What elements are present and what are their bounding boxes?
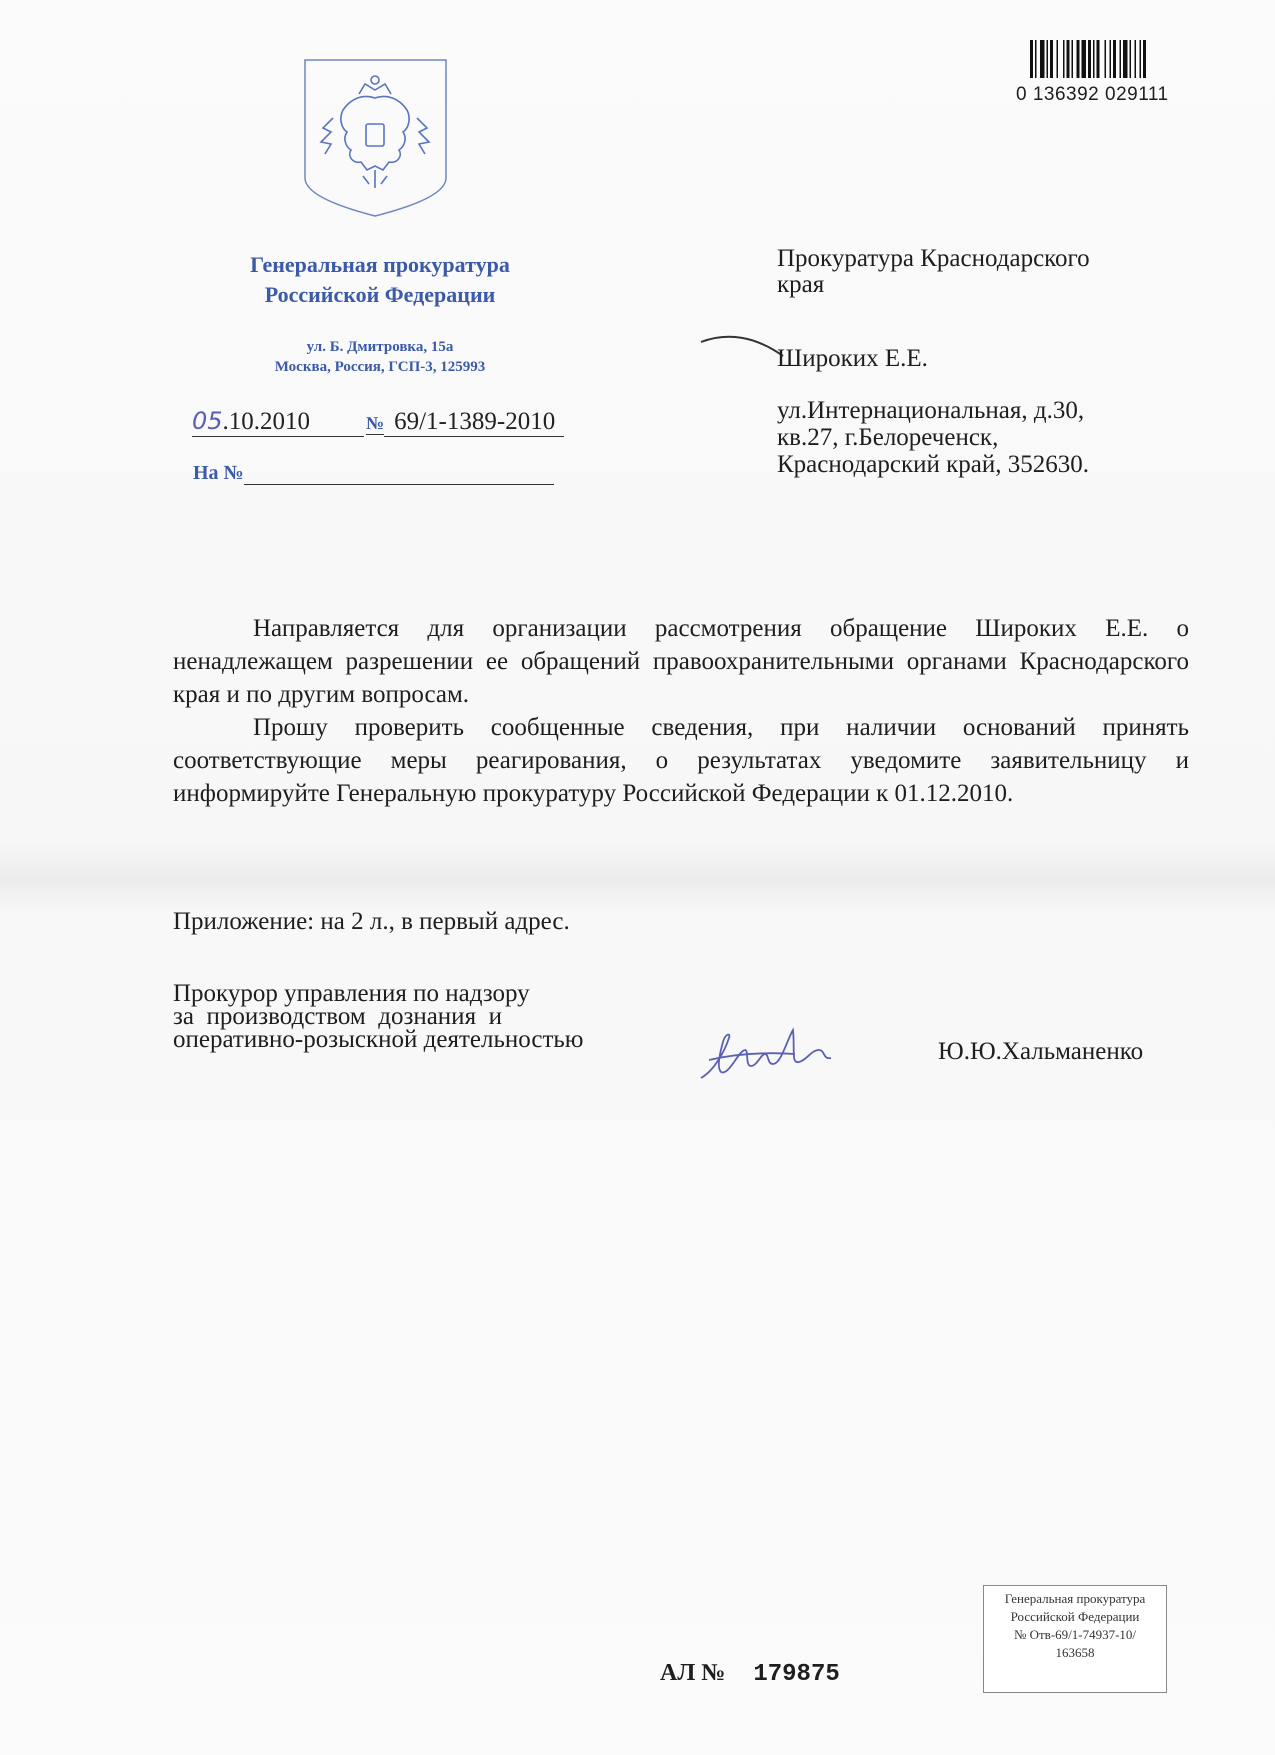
- signer-title-line1: Прокурор управления по надзору: [173, 980, 530, 1007]
- handwritten-signature: [695, 1020, 855, 1090]
- recipient-org-line2: края: [777, 271, 825, 298]
- series-label: АЛ №: [660, 1660, 726, 1686]
- attachment-note: Приложение: на 2 л., в первый адрес.: [173, 908, 570, 935]
- recipient-org-line1: Прокуратура Краснодарского: [777, 245, 1090, 272]
- letter-body: [173, 612, 1189, 810]
- recipient-address-line1: ул.Интернациональная, д.30,: [777, 397, 1085, 424]
- registration-date-day: 05: [192, 407, 223, 435]
- stamp-line1: Генеральная прокуратура: [1004, 1591, 1146, 1606]
- signer-title-line3: оперативно-розыскной деятельностью: [173, 1026, 584, 1053]
- series-number: 179875: [753, 1661, 840, 1688]
- coat-of-arms-emblem: [303, 58, 448, 218]
- recipient-address: [777, 397, 1197, 478]
- registration-stamp: [983, 1585, 1167, 1693]
- stamp-line4: 163658: [1055, 1645, 1095, 1660]
- org-address-line2: Москва, Россия, ГСП-3, 125993: [274, 359, 486, 375]
- body-paragraph-2: Прошу проверить сообщенные сведения, при наличии оснований принять соответствующие меры реагирования, о результатах уведомите заявительницу и информируйте Генеральную прокуратуру Российской Федерации к 01.12.2010.: [173, 714, 1189, 807]
- registration-date: [192, 407, 364, 437]
- signer-title-line2: за производством дознания и: [173, 1003, 502, 1030]
- registration-date-rest: .10.2010: [222, 408, 311, 435]
- barcode: [1030, 40, 1200, 78]
- org-name: [190, 250, 570, 310]
- reference-blank: [244, 462, 554, 485]
- form-series: [660, 1660, 840, 1688]
- stamp-line2: Российской Федерации: [1010, 1609, 1140, 1624]
- signer-title: [173, 982, 583, 1051]
- recipient-org: [777, 246, 1177, 298]
- org-name-line1: Генеральная прокуратура: [250, 252, 510, 277]
- signer-name: Ю.Ю.Хальманенко: [938, 1038, 1144, 1065]
- recipient-person: Широких Е.Е.: [777, 345, 928, 372]
- reference-line: [193, 462, 554, 485]
- registration-number-label: №: [366, 413, 385, 433]
- barcode-number: 0 136392 029111: [1016, 84, 1169, 105]
- stamp-line3: № Отв-69/1-74937-10/: [1013, 1627, 1137, 1642]
- pen-mark: [697, 330, 787, 360]
- registration-number: 69/1-1389-2010: [384, 408, 564, 437]
- registration-line: [192, 407, 564, 437]
- reference-label: На №: [193, 462, 244, 484]
- recipient-address-line3: Краснодарский край, 352630.: [777, 451, 1089, 478]
- org-address-line1: ул. Б. Дмитровка, 15а: [306, 339, 454, 355]
- org-address: [200, 337, 560, 377]
- recipient-address-line2: кв.27, г.Белореченск,: [777, 424, 999, 451]
- org-name-line2: Российской Федерации: [264, 282, 496, 307]
- body-paragraph-1: Направляется для организации рассмотрения обращение Широких Е.Е. о ненадлежащем разрешении ее обращений правоохранительными органами Краснодарского края и по другим вопросам.: [173, 615, 1189, 708]
